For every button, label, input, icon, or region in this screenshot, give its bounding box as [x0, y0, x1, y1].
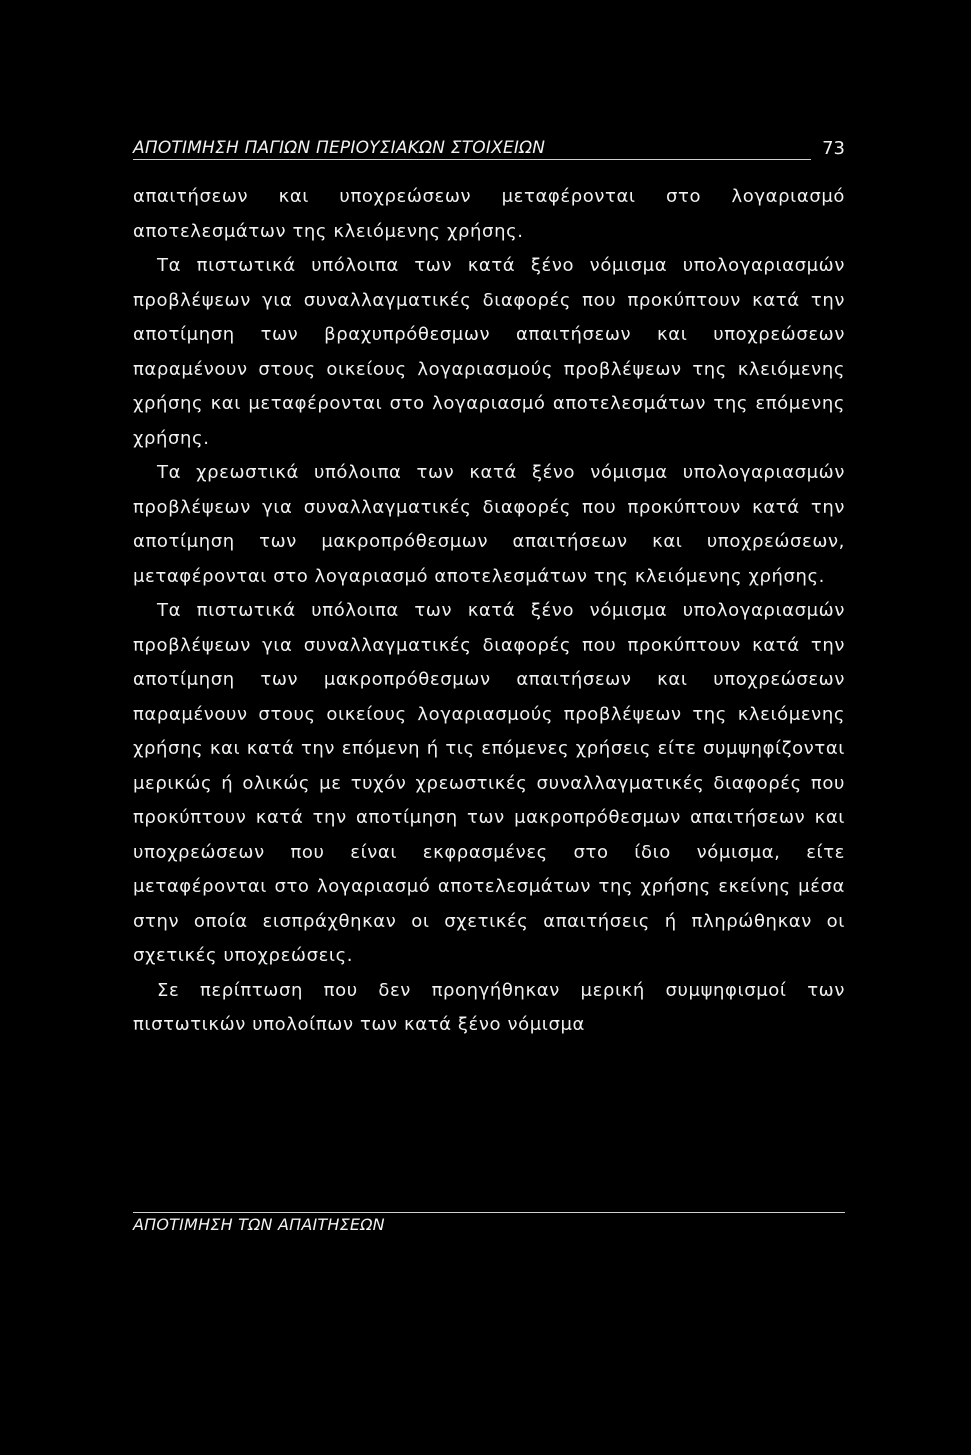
- paragraph-5: Σε περίπτωση που δεν προηγήθηκαν μερική συμψηφισμοί των πιστωτικών υπολοίπων των κατά ξένο νόμισμα: [133, 979, 845, 1035]
- paragraph-1: απαιτήσεων και υποχρεώσεων μεταφέρονται στο λογαριασμό αποτελεσμάτων της κλειόμενης χρήσης.: [133, 186, 845, 242]
- page-number: 73: [822, 138, 845, 159]
- page-footer: [133, 1212, 845, 1242]
- body-text: [133, 180, 845, 1043]
- footer-rule: [133, 1212, 845, 1213]
- paragraph-4: Τα πιστωτικά υπόλοιπα των κατά ξένο νόμισμα υπολογαριασμών προβλέψεων για συναλλαγματικές διαφορές που προκύπτουν κατά την αποτίμηση των μακροπρόθεσμων απαιτήσεων και υποχρεώσεων παραμένουν στους οικείους λογαριασμούς προβλέψεων της κλειόμενης χρήσης και κατά την επόμενη ή τις επόμενες χρήσεις είτε συμψηφίζονται μερικώς ή ολικώς με τυχόν χρεωστικές συναλλαγματικές διαφορές που προκύπτουν κατά την αποτίμηση των μακροπρόθεσμων απαιτήσεων και υποχρεώσεων που είναι εκφρασμένες στο ίδιο νόμισμα, είτε μεταφέρονται στο λογαριασμό αποτελεσμάτων της χρήσης εκείνης μέσα στην οποία εισπράχθηκαν οι σχετικές απαιτήσεις ή πληρώθηκαν οι σχετικές υποχρεώσεις.: [133, 600, 845, 966]
- running-footer-title: ΑΠΟΤΙΜΗΣΗ ΤΩΝ ΑΠΑΙΤΗΣΕΩΝ: [133, 1215, 385, 1234]
- page-header: [133, 136, 845, 164]
- header-rule: [133, 159, 811, 160]
- running-header-title: ΑΠΟΤΙΜΗΣΗ ΠΑΓΙΩΝ ΠΕΡΙΟΥΣΙΑΚΩΝ ΣΤΟΙΧΕΙΩΝ: [133, 138, 546, 158]
- paragraph-2: Τα πιστωτικά υπόλοιπα των κατά ξένο νόμισμα υπολογαριασμών προβλέψεων για συναλλαγματικές διαφορές που προκύπτουν κατά την αποτίμηση των βραχυπρόθεσμων απαιτήσεων και υποχρεώσεων παραμένουν στους οικείους λογαριασμούς προβλέψεων της κλειόμενης χρήσης και μεταφέρονται στο λογαριασμό αποτελεσμάτων της επόμενης χρήσης.: [133, 255, 845, 449]
- paragraph-3: Τα χρεωστικά υπόλοιπα των κατά ξένο νόμισμα υπολογαριασμών προβλέψεων για συναλλαγματικές διαφορές που προκύπτουν κατά την αποτίμηση των μακροπρόθεσμων απαιτήσεων και υποχρεώσεων, μεταφέρονται στο λογαριασμό αποτελεσμάτων της κλειόμενης χρήσης.: [133, 462, 845, 587]
